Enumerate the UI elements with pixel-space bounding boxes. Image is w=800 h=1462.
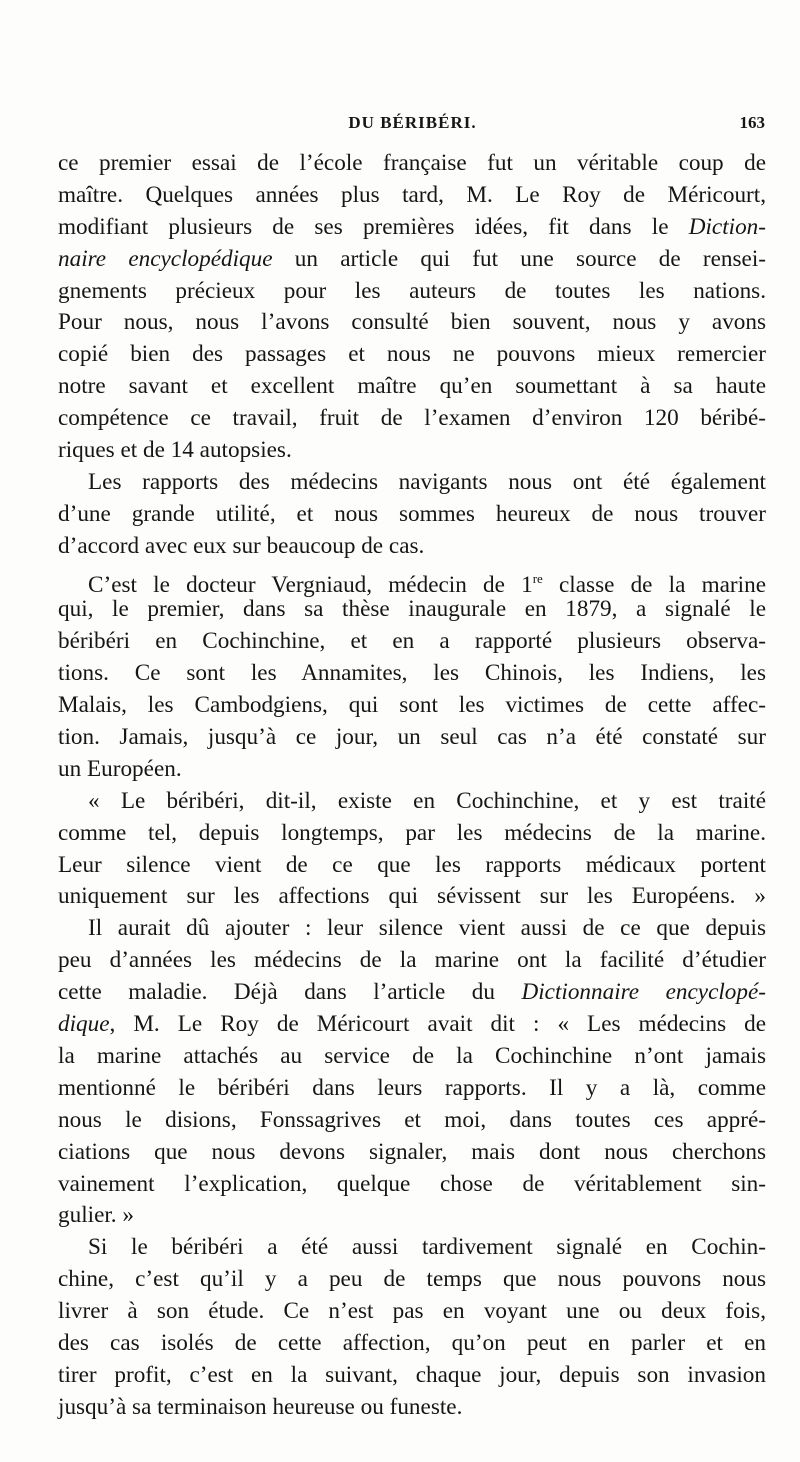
line-text: nous le disions, Fonssagrives et moi, dans toutes ces appré-: [58, 1106, 766, 1133]
text-line: [58, 722, 766, 754]
text-line: [58, 1232, 766, 1264]
line-text: chine, c’est qu’il y a peu de temps que nous pouvons nous: [58, 1266, 766, 1293]
text-line: [58, 690, 766, 722]
text-line: [58, 881, 766, 913]
line-text: Leur silence vient de ce que les rapports médicaux portent: [58, 851, 766, 878]
line-text: tions. Ce sont les Annamites, les Chinois, les Indiens, les: [58, 660, 766, 687]
text-line: [58, 1392, 766, 1424]
text-line: [58, 1264, 766, 1296]
line-text: un article qui fut une source de rensei-: [272, 245, 766, 272]
running-head: [60, 113, 765, 141]
text-line: [58, 531, 766, 563]
line-text: « Le béribéri, dit-il, existe en Cochinchine, et y est traité: [88, 787, 766, 814]
text-line: [58, 1328, 766, 1360]
italic-title: Dictionnaire encyclopé-: [521, 979, 767, 1006]
line-text: d’accord avec eux sur beaucoup de cas.: [58, 532, 425, 559]
running-title: DU BÉRIBÉRI.: [348, 113, 477, 132]
text-line: [58, 563, 766, 598]
page-number: 163: [739, 113, 765, 132]
line-text: riques et de 14 autopsies.: [58, 437, 292, 464]
line-text: tirer profit, c’est en la suivant, chaque jour, depuis son invasion: [58, 1361, 766, 1388]
line-text: Il aurait dû ajouter : leur silence vient aussi de ce que depuis: [88, 915, 766, 942]
text-line: [58, 1137, 766, 1169]
text-line: [58, 850, 766, 882]
text-line: [58, 754, 766, 786]
line-text: , M. Le Roy de Méricourt avait dit : « Les médecins de: [109, 1011, 766, 1038]
line-text: gnements précieux pour les auteurs de toutes les nations.: [58, 277, 766, 304]
line-text: tion. Jamais, jusqu’à ce jour, un seul cas n’a été constaté sur: [58, 724, 766, 751]
line-text: un Européen.: [58, 755, 182, 782]
line-text: peu d’années les médecins de la marine ont la facilité d’étudier: [58, 947, 766, 974]
line-text: Malais, les Cambodgiens, qui sont les victimes de cette affec-: [58, 692, 766, 719]
text-line: [58, 786, 766, 818]
text-line: [58, 244, 766, 276]
line-text: comme tel, depuis longtemps, par les médecins de la marine.: [58, 819, 766, 846]
line-text: vainement l’explication, quelque chose de véritablement sin-: [58, 1170, 766, 1197]
line-text: d’une grande utilité, et nous sommes heureux de nous trouver: [58, 500, 766, 527]
text-line: [58, 1360, 766, 1392]
line-text: Les rapports des médecins navigants nous ont été également: [88, 468, 766, 495]
line-text: jusqu’à sa terminaison heureuse ou funeste.: [58, 1393, 463, 1420]
text-line: [58, 945, 766, 977]
line-text: qui, le premier, dans sa thèse inaugurale en 1879, a signalé le: [58, 596, 766, 623]
text-line: [58, 148, 766, 180]
line-text: la marine attachés au service de la Cochinchine n’ont jamais: [58, 1042, 766, 1069]
italic-title: Diction-: [688, 213, 766, 240]
line-text: Pour nous, nous l’avons consulté bien souvent, nous y avons: [58, 309, 766, 336]
text-line: [58, 180, 766, 212]
text-line: [58, 499, 766, 531]
text-line: [58, 977, 766, 1009]
line-text: classe de la marine: [542, 571, 766, 598]
text-line: [58, 1073, 766, 1105]
text-line: [58, 307, 766, 339]
line-text: C’est le docteur Vergniaud, médecin de 1: [88, 571, 533, 598]
text-line: [58, 913, 766, 945]
text-line: [58, 1169, 766, 1201]
line-text: des cas isolés de cette affection, qu’on peut en parler et en: [58, 1329, 766, 1356]
text-line: [58, 435, 766, 467]
text-line: [58, 276, 766, 308]
line-text: modifiant plusieurs de ses premières idées, fit dans le: [58, 213, 689, 240]
superscript: re: [532, 570, 543, 586]
text-line: [58, 403, 766, 435]
text-line: [58, 658, 766, 690]
line-text: ciations que nous devons signaler, mais dont nous cherchons: [58, 1138, 766, 1165]
text-line: [58, 1200, 766, 1232]
body-text: [58, 148, 766, 1424]
text-line: [58, 212, 766, 244]
line-text: béribéri en Cochinchine, et en a rapporté plusieurs observa-: [58, 628, 766, 655]
text-line: [58, 1296, 766, 1328]
line-text: Si le béribéri a été aussi tardivement signalé en Cochin-: [88, 1234, 766, 1261]
text-line: [58, 1041, 766, 1073]
line-text: maître. Quelques années plus tard, M. Le Roy de Méricourt,: [58, 181, 766, 208]
line-text: uniquement sur les affections qui sévissent sur les Européens. »: [58, 883, 766, 910]
line-text: copié bien des passages et nous ne pouvons mieux remercier: [58, 341, 766, 368]
line-text: compétence ce travail, fruit de l’examen d’environ 120 béribé-: [58, 405, 766, 432]
text-line: [58, 1105, 766, 1137]
line-text: mentionné le béribéri dans leurs rapports. Il y a là, comme: [58, 1074, 766, 1101]
text-line: [58, 339, 766, 371]
line-text: notre savant et excellent maître qu’en soumettant à sa haute: [58, 373, 766, 400]
text-line: [58, 818, 766, 850]
line-text: livrer à son étude. Ce n’est pas en voyant une ou deux fois,: [58, 1298, 766, 1325]
text-line: [58, 371, 766, 403]
text-line: [58, 626, 766, 658]
italic-title: naire encyclopédique: [58, 245, 273, 272]
text-line: [58, 1009, 766, 1041]
text-line: [58, 594, 766, 626]
line-text: ce premier essai de l’école française fut un véritable coup de: [58, 150, 766, 176]
text-line: [58, 467, 766, 499]
italic-title: dique: [58, 1011, 110, 1038]
line-text: cette maladie. Déjà dans l’article du: [58, 979, 522, 1006]
line-text: gulier. »: [58, 1202, 134, 1229]
